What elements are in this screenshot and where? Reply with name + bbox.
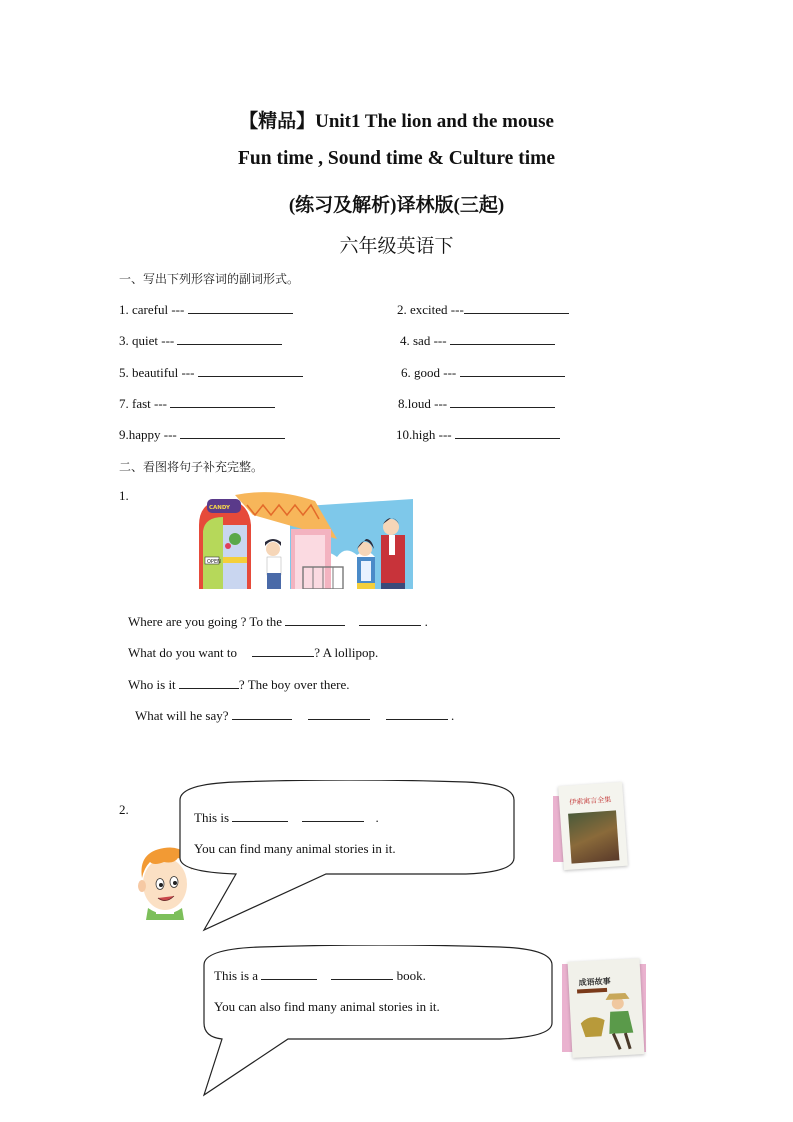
book-2-title: 成语故事 — [578, 976, 611, 988]
answer-blank[interactable] — [261, 968, 317, 980]
q1-sentence-4: What will he say? . — [135, 708, 455, 723]
q1-sentence-3: Who is it ? The boy over there. — [128, 677, 350, 692]
answer-blank[interactable] — [450, 333, 555, 345]
exercise-item-7: 7. fast --- — [119, 396, 275, 412]
bubble-2-line-1: This is a book. — [214, 968, 426, 983]
exercise-item-9: 9.happy --- — [119, 427, 285, 443]
section1-heading: 一、写出下列形容词的副词形式。 — [119, 272, 300, 286]
open-sign: OPEN — [207, 559, 221, 565]
answer-blank[interactable] — [450, 396, 555, 408]
answer-blank[interactable] — [180, 427, 285, 439]
book-cover-idiom-stories — [562, 960, 652, 1060]
answer-blank[interactable] — [386, 708, 448, 720]
exercise-item-2: 2. excited --- — [397, 302, 569, 318]
book-cover-aesop-fables — [553, 782, 633, 872]
exercise-item-5: 5. beautiful --- — [119, 365, 303, 381]
exercise-item-3: 3. quiet --- — [119, 333, 282, 349]
speech-bubble-1-outline — [176, 780, 521, 935]
answer-blank[interactable] — [198, 365, 303, 377]
answer-blank[interactable] — [188, 302, 293, 314]
answer-blank[interactable] — [302, 810, 364, 822]
page-title-line1: 【精品】Unit1 The lion and the mouse — [239, 111, 554, 132]
answer-blank[interactable] — [359, 614, 421, 626]
page-title-line2: Fun time , Sound time & Culture time — [237, 148, 556, 169]
answer-blank[interactable] — [252, 645, 314, 657]
answer-blank[interactable] — [464, 302, 569, 314]
svg-text:CANDY: CANDY — [209, 505, 231, 511]
answer-blank[interactable] — [308, 708, 370, 720]
answer-blank[interactable] — [179, 677, 239, 689]
section2-heading: 二、看图将句子补充完整。 — [119, 460, 264, 474]
exercise-item-8: 8.loud --- — [398, 396, 555, 412]
answer-blank[interactable] — [232, 810, 288, 822]
answer-blank[interactable] — [285, 614, 345, 626]
answer-blank[interactable] — [232, 708, 292, 720]
bubble-1-line-2: You can find many animal stories in it. — [194, 841, 396, 856]
answer-blank[interactable] — [331, 968, 393, 980]
page-title-line4: 六年级英语下 — [339, 235, 454, 257]
question-2-number: 2. — [119, 802, 129, 817]
exercise-item-6: 6. good --- — [401, 365, 565, 381]
question-1-number: 1. — [119, 488, 129, 503]
q1-sentence-2: What do you want to ? A lollipop. — [128, 645, 379, 660]
answer-blank[interactable] — [460, 365, 565, 377]
bubble-2-line-2: You can also find many animal stories in it. — [214, 999, 440, 1014]
q1-sentence-1: Where are you going ? To the . — [128, 614, 428, 629]
exercise-item-4: 4. sad --- — [400, 333, 555, 349]
exercise-item-10: 10.high --- — [396, 427, 560, 443]
answer-blank[interactable] — [170, 396, 275, 408]
page-title-line3: (练习及解析)译林版(三起) — [288, 195, 505, 216]
exercise-item-1: 1. careful --- — [119, 302, 293, 318]
bubble-1-line-1: This is . — [194, 810, 379, 825]
answer-blank[interactable] — [455, 427, 560, 439]
candy-shop-illustration — [195, 491, 413, 589]
book-1-title: 伊索寓言全集 — [569, 795, 612, 807]
answer-blank[interactable] — [177, 333, 282, 345]
